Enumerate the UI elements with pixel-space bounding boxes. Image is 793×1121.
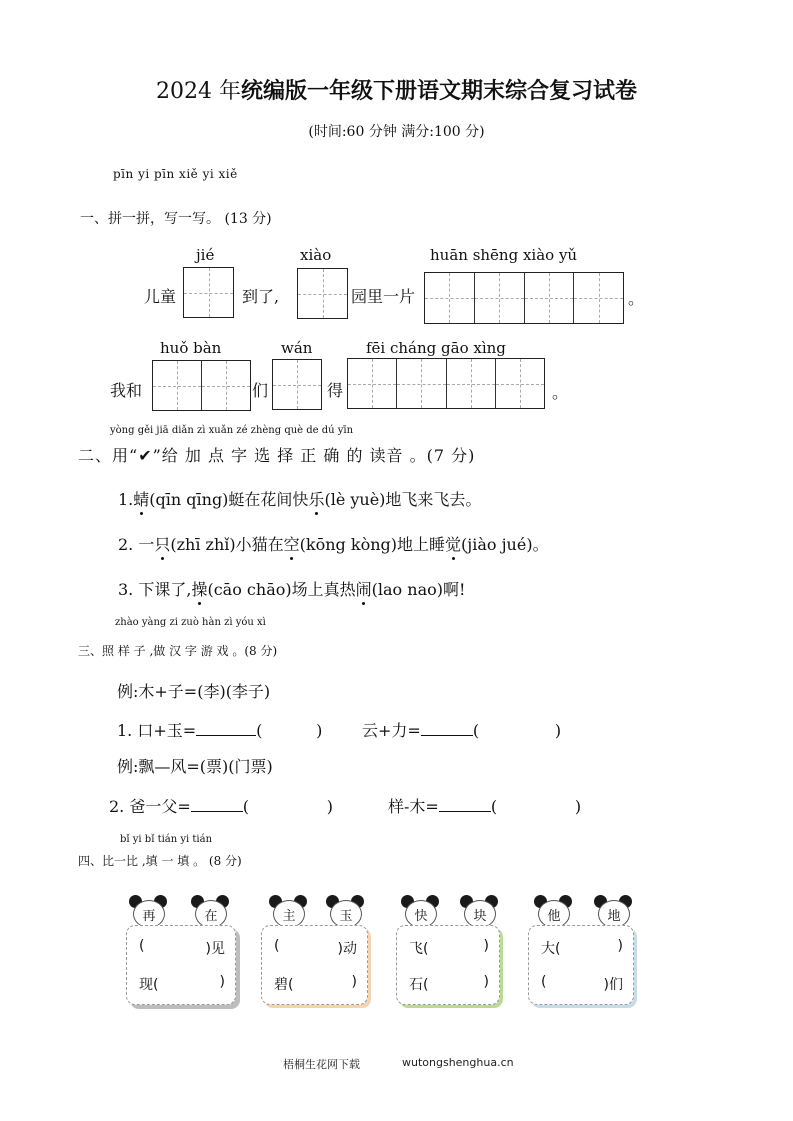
panda-head: 玉 [327, 895, 363, 923]
s1-r1-prefix: 儿童 [144, 287, 177, 306]
s1-r1-box1-pinyin: jié [196, 246, 215, 264]
pinyin-choice[interactable]: (lao nao)啊! [371, 580, 466, 599]
pinyin-choice[interactable]: (jiào jué)。 [461, 535, 549, 554]
section4-heading: 四、比一比 ,填 一 填 。 (8 分) [78, 854, 242, 868]
fill-slot[interactable]: 大( [541, 941, 561, 957]
s1-r1-box3-pinyin: huān shēng xiào yǔ [430, 246, 578, 264]
answer-blank[interactable] [191, 797, 243, 812]
fill-slot[interactable]: 石( [409, 977, 429, 993]
compare-card-3: 飞( ) 石( ) [396, 925, 500, 1005]
s1-r1-mid2: 园里一片 [351, 287, 416, 306]
panda-head: 主 [270, 895, 306, 923]
panda-head: 他 [535, 895, 571, 923]
dotted-char: 乐 [308, 487, 324, 510]
writing-grid-jie[interactable] [183, 267, 234, 318]
s1-r1-mid1: 到了, [242, 287, 280, 306]
section1-heading: 一、拼一拼，写一写。 (13 分) [80, 211, 272, 227]
s3-example-2: 例:飘—风=(票)(门票) [117, 757, 273, 776]
answer-blank[interactable] [421, 721, 473, 736]
section2-pinyin: yòng gěi jiā diǎn zì xuǎn zé zhèng què de dú yīn [110, 425, 354, 436]
title-year: 2024 年 [156, 79, 241, 104]
pinyin-choice[interactable]: (kōng kòng)地上睡 [299, 535, 445, 554]
compare-card-2: ( )动 碧( ) [261, 925, 368, 1005]
answer-blank[interactable] [196, 721, 256, 736]
dotted-char: 觉 [445, 532, 461, 555]
fill-slot[interactable]: ( [541, 974, 547, 990]
s1-r2-end: 。 [552, 383, 569, 402]
pinyin-choice[interactable]: (cāo chāo)场上真热 [207, 580, 356, 599]
title-main: 统编版一年级下册语文期末综合复习试卷 [240, 79, 637, 104]
s3-question-2-right: 样-木= ( ) [388, 797, 582, 816]
section3-heading: 三、照 样 子 ,做 汉 字 游 戏 。(8 分) [78, 644, 278, 658]
footer-url[interactable]: wutongshenghua.cn [402, 1056, 514, 1069]
dotted-char: 操 [191, 577, 207, 600]
fill-slot[interactable]: 碧( [274, 977, 294, 993]
s1-r2-box2-pinyin: wán [281, 339, 313, 357]
compare-card-4: 大( ) ( )们 [528, 925, 634, 1005]
panda-head: 在 [192, 895, 228, 923]
section3-pinyin: zhào yàng zi zuò hàn zì yóu xì [115, 617, 266, 628]
section4-pinyin: bǐ yi bǐ tián yi tián [120, 834, 213, 845]
section2-heading-rest: 给 加 点 字 选 择 正 确 的 读音 。(7 分) [161, 446, 476, 465]
s1-r2-box3-pinyin: fēi cháng gāo xìng [366, 339, 506, 357]
s3-question-1-left: 1. 口+玉= ( ) [117, 721, 323, 740]
panda-head: 再 [130, 895, 166, 923]
s1-r2-prefix: 我和 [110, 381, 143, 400]
s1-r2-mid1: 们 [252, 381, 269, 400]
s2-item-1: 1.蜻(qīn qīng)蜓在花间快乐(lè yuè)地飞来飞去。 [118, 487, 481, 510]
panda-head: 地 [595, 895, 631, 923]
compare-card-1: ( )见 现( ) [126, 925, 236, 1005]
section2-heading-prefix: 二、用 [78, 446, 130, 465]
s2-item-3: 3. 下课了,操(cāo chāo)场上真热闹(lao nao)啊! [118, 577, 465, 600]
checkmark-icon: “✔” [129, 446, 162, 465]
writing-grid-xiao[interactable] [297, 268, 348, 319]
s1-r2-mid2: 得 [327, 381, 344, 400]
s3-question-2-left: 2. 爸一父= ( ) [109, 797, 334, 816]
dotted-char: 蜻 [133, 487, 149, 510]
fill-slot[interactable]: ( [139, 938, 145, 954]
s2-item-2: 2. 一只(zhī zhǐ)小猫在空(kōng kòng)地上睡觉(jiào jué)。 [118, 532, 549, 555]
s1-r1-box2-pinyin: xiào [300, 246, 332, 264]
section1-pinyin: pīn yi pīn xiě yi xiě [113, 167, 238, 181]
fill-slot[interactable]: ( [274, 938, 280, 954]
footer-source: 梧桐生花网下载 [283, 1058, 360, 1071]
pinyin-choice[interactable]: (qīn qīng)蜓在花间快 [149, 490, 309, 509]
dotted-char: 空 [284, 532, 300, 555]
fill-slot[interactable]: 飞( [409, 941, 429, 957]
writing-grid-wan[interactable] [272, 359, 322, 410]
answer-blank[interactable] [439, 797, 491, 812]
pinyin-choice[interactable]: (zhī zhǐ)小猫在 [170, 535, 284, 554]
fill-slot[interactable]: 现( [139, 977, 159, 993]
dotted-char: 只 [154, 532, 170, 555]
exam-subtitle: (时间:60 分钟 满分:100 分) [308, 124, 485, 140]
pinyin-choice[interactable]: (lè yuè)地飞来飞去。 [324, 490, 482, 509]
writing-grid-huan-sheng-xiao-yu[interactable] [424, 272, 624, 324]
writing-grid-huo-ban[interactable] [152, 360, 251, 411]
page-title [0, 74, 793, 105]
panda-head: 块 [461, 895, 497, 923]
panda-head: 快 [402, 895, 438, 923]
dotted-char: 闹 [356, 577, 372, 600]
section2-heading [78, 443, 475, 466]
writing-grid-fei-chang-gao-xing[interactable] [347, 358, 545, 409]
s3-question-1-right: 云+力= ( ) [362, 721, 562, 740]
s1-r1-end: 。 [628, 289, 645, 308]
s1-r2-box1-pinyin: huǒ bàn [160, 339, 222, 357]
s3-example-1: 例:木+子=(李)(李子) [117, 682, 271, 701]
